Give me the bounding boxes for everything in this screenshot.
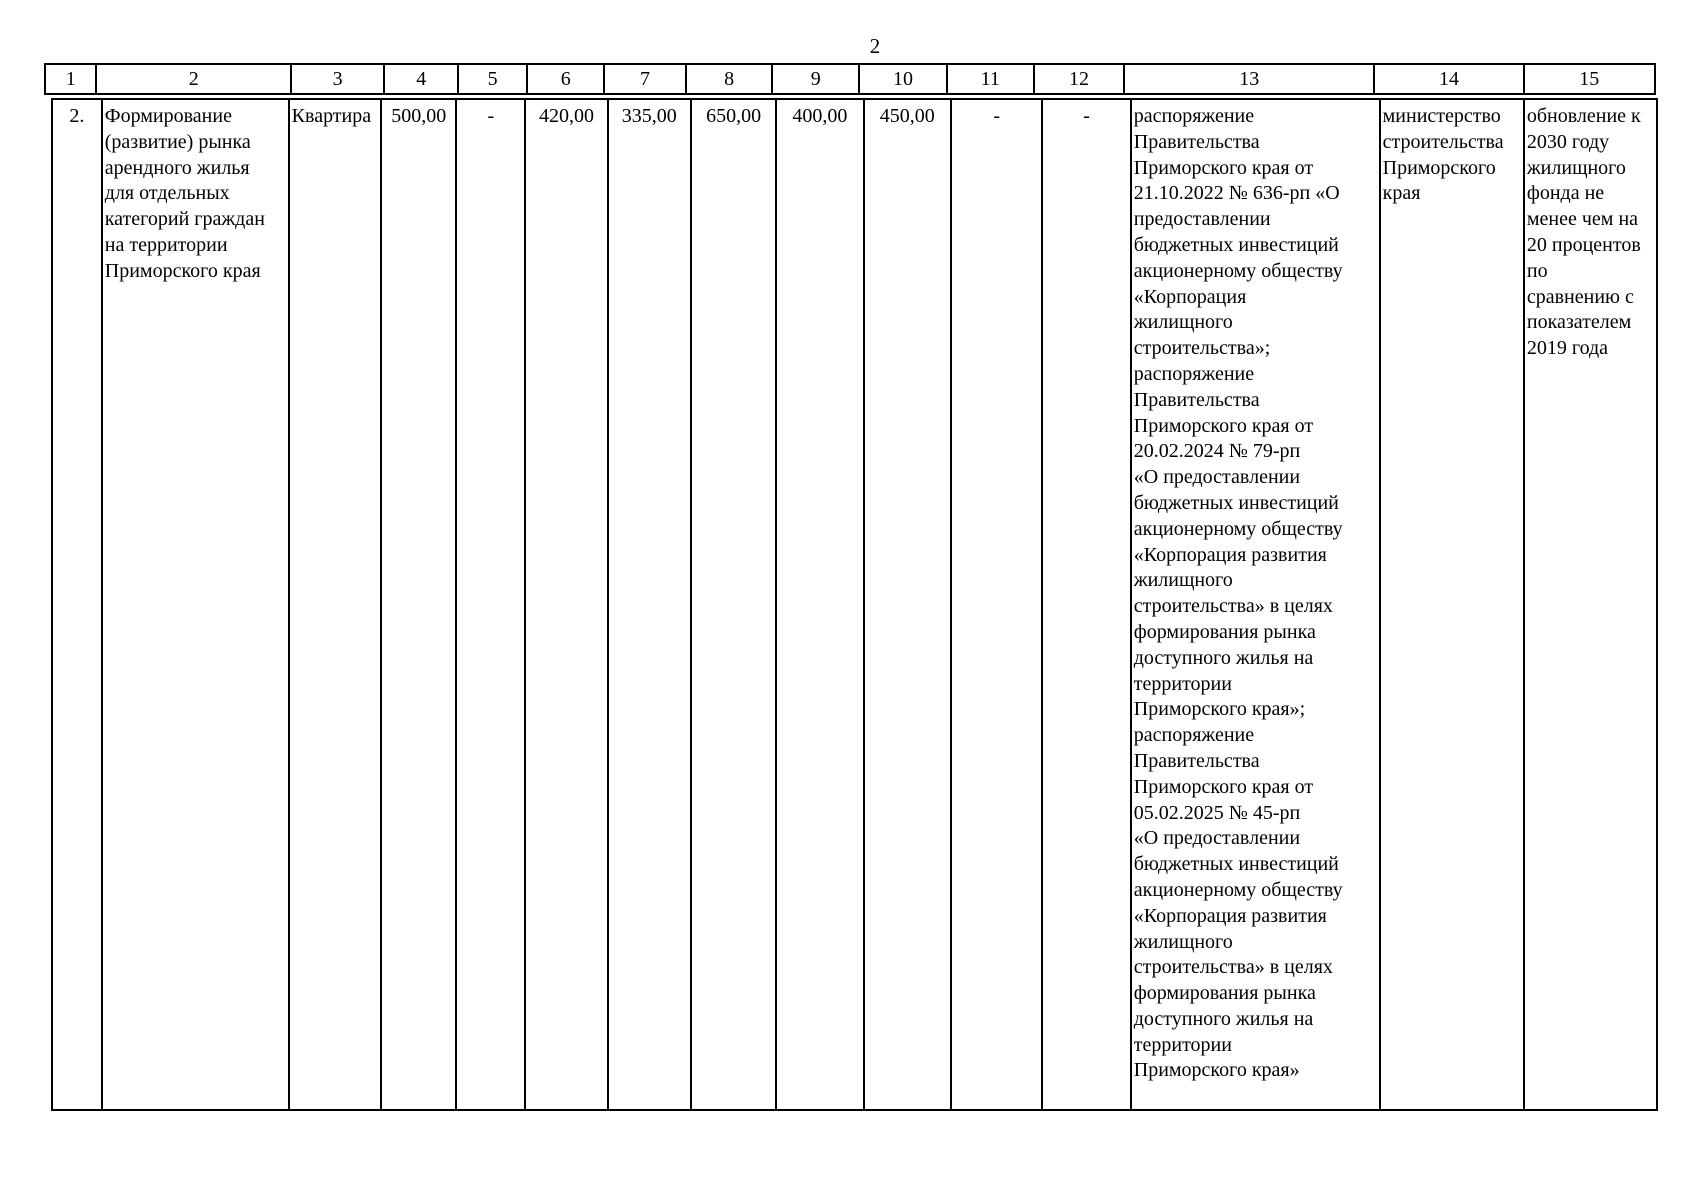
header-col-13: 13 (1124, 64, 1374, 94)
data-table (51, 98, 1658, 1111)
unit-of-measure: Квартира (289, 99, 381, 1110)
header-col-12: 12 (1034, 64, 1124, 94)
header-col-3: 3 (291, 64, 385, 94)
measure-name: Формирование (развитие) рынка арендного жилья для отдельных категорий граждан на территории Приморского края (102, 99, 289, 1110)
page-number: 2 (869, 34, 881, 58)
value-col-9: 400,00 (776, 99, 863, 1110)
value-col-10: 450,00 (864, 99, 951, 1110)
value-col-8: 650,00 (691, 99, 776, 1110)
value-col-7: 335,00 (608, 99, 691, 1110)
responsible-body: министерство строительства Приморского края (1380, 99, 1524, 1110)
row-number: 2. (52, 99, 102, 1110)
header-col-7: 7 (604, 64, 686, 94)
header-col-1: 1 (45, 64, 96, 94)
header-col-8: 8 (686, 64, 772, 94)
header-col-5: 5 (458, 64, 527, 94)
header-col-4: 4 (384, 64, 458, 94)
value-col-4: 500,00 (381, 99, 456, 1110)
value-col-5: - (456, 99, 525, 1110)
table-row (52, 99, 1657, 1110)
column-number-header (44, 63, 1656, 95)
value-col-6: 420,00 (525, 99, 607, 1110)
value-col-12: - (1042, 99, 1130, 1110)
header-col-6: 6 (527, 64, 604, 94)
header-col-9: 9 (772, 64, 859, 94)
value-col-11: - (951, 99, 1042, 1110)
header-col-2: 2 (96, 64, 290, 94)
header-col-10: 10 (859, 64, 946, 94)
expected-result: обновление к 2030 году жилищного фонда не менее чем на 20 процентов по сравнению с показателем 2019 года (1524, 99, 1657, 1110)
header-col-11: 11 (947, 64, 1034, 94)
header-col-14: 14 (1374, 64, 1523, 94)
legal-basis: распоряжение Правительства Приморского края от 21.10.2022 № 636-рп «О предоставлении бюджетных инвестиций акционерному обществу «Корпорация жилищного строительства»; распоряжение Правительства Приморского края от 20.02.2024 № 79-рп «О предоставлении бюджетных инвестиций акционерному обществу «Корпорация развития жилищного строительства» в целях формирования рынка доступного жилья на территории Приморского края»; распоряжение Правительства Приморского края от 05.02.2025 № 45-рп «О предоставлении бюджетных инвестиций акционерному обществу «Корпорация развития жилищного строительства» в целях формирования рынка доступного жилья на территории Приморского края» (1131, 99, 1380, 1110)
header-col-15: 15 (1524, 64, 1655, 94)
